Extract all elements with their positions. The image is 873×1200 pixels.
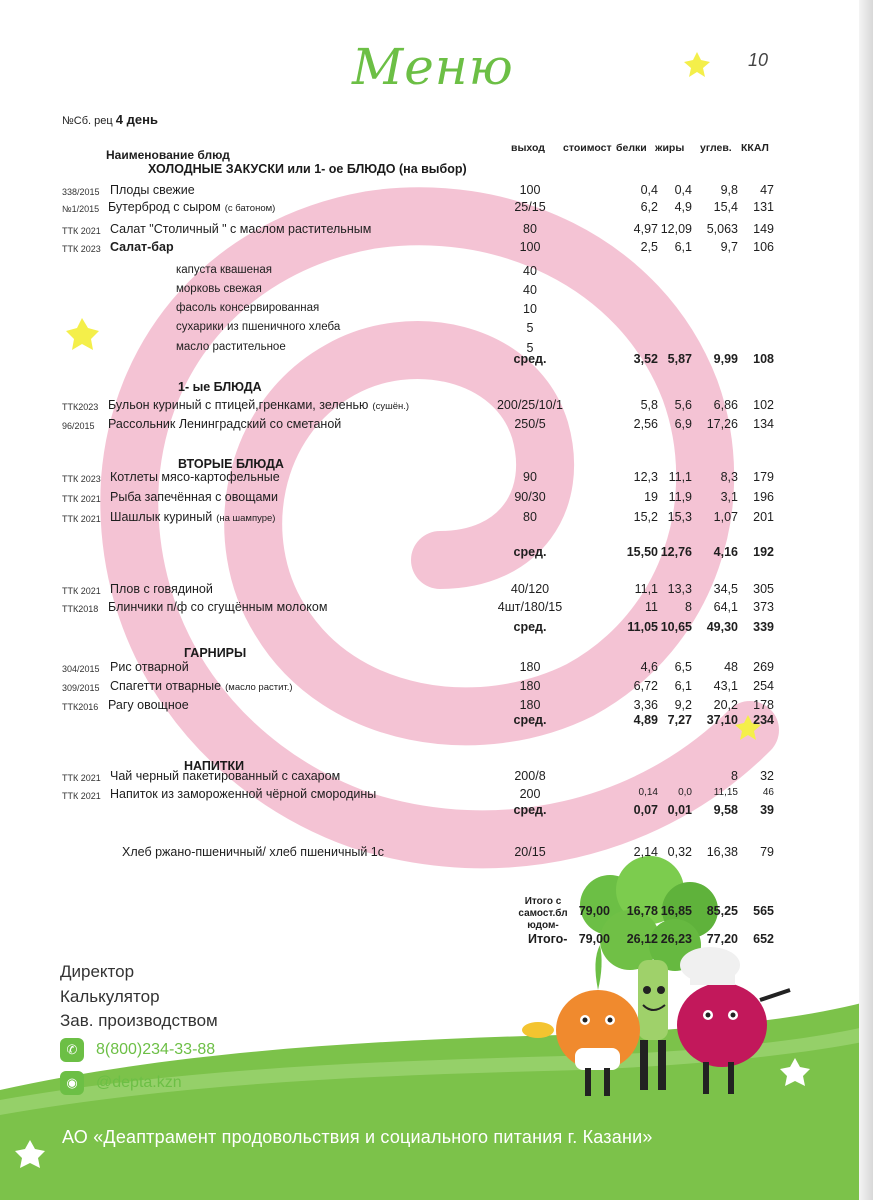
dish-code: ТТК2016 [62, 702, 99, 712]
dish-name-text: Спагетти отварные [110, 679, 222, 693]
dish-output: 200/25/10/1 [496, 398, 564, 412]
dish-output: 90 [523, 470, 537, 484]
dish-carbs: 37,10 [706, 713, 738, 727]
section-second: ВТОРЫЕ БЛЮДА [178, 457, 284, 471]
total-cost-2: 79,00 [578, 932, 610, 946]
dish-protein: 15,2 [633, 510, 658, 524]
table-row [0, 510, 873, 528]
total-kcal-1: 565 [753, 904, 774, 918]
dish-carbs: 64,1 [713, 600, 738, 614]
dish-kcal: 131 [753, 200, 774, 214]
total-carbs-1: 85,25 [706, 904, 738, 918]
dish-kcal: 196 [753, 490, 774, 504]
total-label-1c: юдом- [527, 920, 559, 931]
dish-carbs: 9,99 [713, 352, 738, 366]
dish-output: 80 [523, 222, 537, 236]
phone-number: 8(800)234-33-88 [96, 1041, 216, 1058]
dish-carbs: 34,5 [713, 582, 738, 596]
recipe-header [62, 112, 158, 127]
table-row [0, 620, 873, 638]
dish-output: 180 [519, 698, 541, 712]
dish-name: Чай черный пакетированный с сахаром [110, 769, 341, 783]
dish-kcal: 102 [753, 398, 774, 412]
dish-carbs: 9,7 [720, 240, 738, 254]
dish-output: 40 [523, 264, 537, 278]
dish-fat: 4,9 [674, 200, 692, 214]
dish-code: ТТК 2021 [62, 586, 101, 596]
dish-kcal: 46 [762, 787, 774, 798]
dish-name [108, 398, 409, 412]
dish-kcal: 305 [753, 582, 774, 596]
dish-name: Рыба запечённая с овощами [110, 490, 279, 504]
total-fat-1: 16,85 [660, 904, 692, 918]
table-row [0, 183, 873, 201]
dish-kcal: 201 [753, 510, 774, 524]
instagram-contact[interactable] [60, 1071, 182, 1095]
dish-carbs: 15,4 [713, 200, 738, 214]
page-title: Меню [352, 38, 514, 96]
total-label-2: Итого- [528, 932, 568, 946]
day-label: 4 день [115, 112, 158, 127]
total-kcal-2: 652 [753, 932, 774, 946]
phone-contact[interactable] [60, 1038, 215, 1062]
dish-note: (сушён.) [372, 401, 410, 412]
dish-name-text: Шашлык куриный [110, 510, 213, 524]
dish-kcal: 254 [753, 679, 774, 693]
dish-protein: 2,5 [640, 240, 658, 254]
dish-fat: 9,2 [674, 698, 692, 712]
staff-production: Зав. производством [60, 1011, 218, 1030]
dish-fat: 6,1 [674, 240, 692, 254]
dish-protein: 3,36 [633, 698, 658, 712]
dish-output: 80 [523, 510, 537, 524]
dish-carbs: 4,16 [713, 545, 738, 559]
table-row [0, 264, 873, 282]
dish-name: Хлеб ржано-пшеничный/ хлеб пшеничный 1с [122, 845, 384, 859]
dish-kcal: 178 [753, 698, 774, 712]
page-number: 10 [748, 50, 769, 70]
dish-fat: 11,1 [668, 470, 692, 484]
table-row [0, 769, 873, 787]
total-row-2 [0, 932, 873, 950]
dish-output: сред. [513, 803, 547, 817]
dish-name: Напиток из замороженной чёрной смородины [110, 787, 377, 801]
footer-organization: АО «Деаптрамент продовольствия и социального питания г. Казани» [62, 1127, 653, 1147]
dish-protein: 11 [645, 600, 658, 614]
phone-icon: ✆ [60, 1038, 84, 1062]
dish-protein: 11,05 [627, 620, 658, 634]
dish-fat: 13,3 [667, 582, 692, 596]
dish-code: ТТК2018 [62, 604, 99, 614]
dish-output: 5 [526, 321, 534, 335]
table-row [0, 283, 873, 301]
dish-name: Салат-бар [110, 240, 174, 254]
dish-code: ТТК 2021 [62, 494, 101, 504]
dish-output: 40 [523, 283, 537, 297]
table-row [0, 713, 873, 731]
col-kcal: ККАЛ [741, 142, 769, 154]
dish-fat: 12,09 [660, 222, 692, 236]
dish-fat: 0,01 [667, 803, 692, 817]
dish-kcal: 339 [753, 620, 774, 634]
dish-protein: 0,14 [638, 787, 658, 798]
instagram-handle: @depta.kzn [96, 1074, 182, 1091]
table-row [0, 803, 873, 821]
table-row [0, 200, 873, 218]
dish-code: 96/2015 [62, 421, 95, 431]
dish-note: (масло растит.) [225, 682, 293, 693]
dish-name: Рассольник Ленинградский со сметаной [108, 417, 342, 431]
dish-code: 309/2015 [62, 683, 100, 693]
table-row [0, 490, 873, 508]
dish-protein: 0,4 [640, 183, 658, 197]
dish-output: 250/5 [514, 417, 546, 431]
dish-name: капуста квашеная [176, 264, 273, 276]
table-row [0, 398, 873, 416]
section-first: 1- ые БЛЮДА [178, 380, 262, 394]
dish-output: сред. [513, 352, 547, 366]
dish-protein: 3,52 [633, 352, 658, 366]
dish-carbs: 5,063 [706, 222, 738, 236]
total-row-1 [0, 904, 873, 922]
dish-name: Котлеты мясо-картофельные [110, 470, 280, 484]
col-dish: Наименование блюд [106, 148, 230, 162]
dish-fat: 15,3 [667, 510, 692, 524]
dish-carbs: 9,58 [713, 803, 738, 817]
dish-code: ТТК 2021 [62, 514, 101, 524]
dish-name: сухарики из пшеничного хлеба [176, 321, 341, 333]
dish-kcal: 108 [753, 352, 774, 366]
dish-protein: 2,14 [633, 845, 658, 859]
dish-carbs: 3,1 [720, 490, 738, 504]
dish-protein: 6,72 [633, 679, 658, 693]
dish-name [110, 679, 293, 693]
dish-fat: 5,87 [667, 352, 692, 366]
total-fat-2: 26,23 [660, 932, 692, 946]
dish-name: морковь свежая [176, 283, 262, 295]
table-row [0, 321, 873, 339]
dish-kcal: 134 [753, 417, 774, 431]
total-protein-1: 16,78 [626, 904, 658, 918]
dish-output: 5 [526, 341, 534, 355]
dish-note: (с батоном) [224, 203, 276, 214]
table-row [0, 582, 873, 600]
dish-carbs: 16,38 [706, 845, 738, 859]
dish-fat: 0,0 [678, 787, 692, 798]
table-row [0, 302, 873, 320]
dish-name-text: Бульон куриный с птицей,гренками, зеленью [108, 398, 369, 412]
dish-carbs: 17,26 [706, 417, 738, 431]
dish-fat: 6,9 [674, 417, 692, 431]
dish-kcal: 179 [753, 470, 774, 484]
dish-output: сред. [513, 545, 547, 559]
dish-fat: 5,6 [674, 398, 692, 412]
dish-kcal: 32 [760, 769, 774, 783]
total-cost-1: 79,00 [578, 904, 610, 918]
dish-name-text: Бутерброд с сыром [108, 200, 221, 214]
dish-kcal: 106 [753, 240, 774, 254]
dish-carbs: 11,15 [713, 787, 738, 798]
dish-name: масло растительное [176, 341, 286, 353]
table-row [0, 845, 873, 863]
dish-protein: 12,3 [633, 470, 658, 484]
dish-protein: 4,97 [633, 222, 658, 236]
dish-output: сред. [513, 713, 547, 727]
dish-output: 180 [519, 679, 541, 693]
dish-output: 90/30 [514, 490, 546, 504]
dish-fat: 10,65 [660, 620, 692, 634]
dish-code: ТТК2023 [62, 402, 99, 412]
dish-fat: 12,76 [660, 545, 692, 559]
dish-output: 200 [519, 787, 541, 801]
table-row [0, 470, 873, 488]
dish-fat: 0,4 [674, 183, 692, 197]
table-row [0, 352, 873, 370]
dish-carbs: 8 [731, 769, 738, 783]
dish-carbs: 1,07 [713, 510, 738, 524]
col-output: выход [511, 142, 545, 154]
dish-carbs: 8,3 [720, 470, 738, 484]
dish-output: сред. [513, 620, 547, 634]
dish-code: ТТК 2023 [62, 474, 101, 484]
dish-name [108, 200, 275, 214]
dish-carbs: 49,30 [706, 620, 738, 634]
dish-code: ТТК 2021 [62, 773, 101, 783]
dish-carbs: 9,8 [720, 183, 738, 197]
dish-name: Рагу овощное [108, 698, 189, 712]
dish-name [110, 510, 275, 524]
dish-output: 4шт/180/15 [497, 600, 563, 614]
table-row [0, 600, 873, 618]
dish-fat: 11,9 [668, 490, 692, 504]
dish-code: №1/2015 [62, 204, 100, 214]
dish-name: Плоды свежие [110, 183, 195, 197]
dish-output: 100 [519, 240, 541, 254]
dish-code: ТТК 2021 [62, 791, 101, 801]
dish-name: Рис отварной [110, 660, 189, 674]
staff-director: Директор [60, 962, 135, 981]
dish-name: фасоль консервированная [176, 302, 320, 314]
section-sides: ГАРНИРЫ [184, 646, 247, 660]
dish-fat: 0,32 [667, 845, 692, 859]
dish-protein: 19 [644, 490, 658, 504]
col-protein: белки [616, 142, 647, 154]
col-fat: жиры [655, 142, 685, 154]
dish-protein: 4,89 [633, 713, 658, 727]
dish-output: 20/15 [514, 845, 546, 859]
dish-name: Салат "Столичный " с маслом растительным [110, 222, 372, 236]
dish-carbs: 48 [724, 660, 738, 674]
dish-name: Блинчики п/ф со сгущённым молоком [108, 600, 328, 614]
staff-calculator: Калькулятор [60, 987, 160, 1006]
dish-kcal: 47 [760, 183, 774, 197]
dish-code: ТТК 2023 [62, 244, 101, 254]
dish-output: 10 [523, 302, 537, 316]
table-row [0, 679, 873, 697]
section-cold: ХОЛОДНЫЕ ЗАКУСКИ или 1- ое БЛЮДО (на выбор) [148, 162, 467, 176]
dish-kcal: 149 [753, 222, 774, 236]
dish-carbs: 43,1 [713, 679, 738, 693]
dish-name: Плов с говядиной [110, 582, 213, 596]
dish-note: (на шампуре) [216, 513, 276, 524]
dish-output: 25/15 [514, 200, 546, 214]
dish-protein: 6,2 [640, 200, 658, 214]
table-row [0, 545, 873, 563]
table-row [0, 417, 873, 435]
dish-fat: 7,27 [667, 713, 692, 727]
dish-protein: 4,6 [640, 660, 658, 674]
dish-carbs: 20,2 [713, 698, 738, 712]
dish-output: 180 [519, 660, 541, 674]
table-row [0, 222, 873, 240]
dish-protein: 0,07 [633, 803, 658, 817]
dish-output: 100 [519, 183, 541, 197]
dish-kcal: 192 [753, 545, 774, 559]
total-carbs-2: 77,20 [706, 932, 738, 946]
dish-kcal: 39 [760, 803, 774, 817]
dish-fat: 6,5 [674, 660, 692, 674]
dish-protein: 2,56 [633, 417, 658, 431]
instagram-icon: ◉ [60, 1071, 84, 1095]
col-cost: стоимост [563, 142, 612, 154]
dish-carbs: 6,86 [713, 398, 738, 412]
table-row [0, 240, 873, 258]
dish-fat: 6,1 [674, 679, 692, 693]
total-label-1b: самост.бл [518, 908, 568, 919]
dish-protein: 5,8 [640, 398, 658, 412]
recipe-label: №Сб. рец [62, 115, 113, 127]
dish-output: 40/120 [510, 582, 550, 596]
dish-kcal: 373 [753, 600, 774, 614]
total-protein-2: 26,12 [626, 932, 658, 946]
col-carbs: углев. [700, 142, 732, 154]
dish-kcal: 269 [753, 660, 774, 674]
total-label-1a: Итого с [524, 896, 562, 907]
dish-kcal: 79 [760, 845, 774, 859]
dish-protein: 15,50 [626, 545, 658, 559]
section-drinks: НАПИТКИ [184, 759, 245, 773]
dish-code: 338/2015 [62, 187, 100, 197]
dish-protein: 11,1 [634, 582, 658, 596]
dish-code: ТТК 2021 [62, 226, 101, 236]
dish-kcal: 234 [753, 713, 774, 727]
dish-fat: 8 [685, 600, 692, 614]
dish-output: 200/8 [514, 769, 546, 783]
dish-code: 304/2015 [62, 664, 100, 674]
table-row [0, 660, 873, 678]
